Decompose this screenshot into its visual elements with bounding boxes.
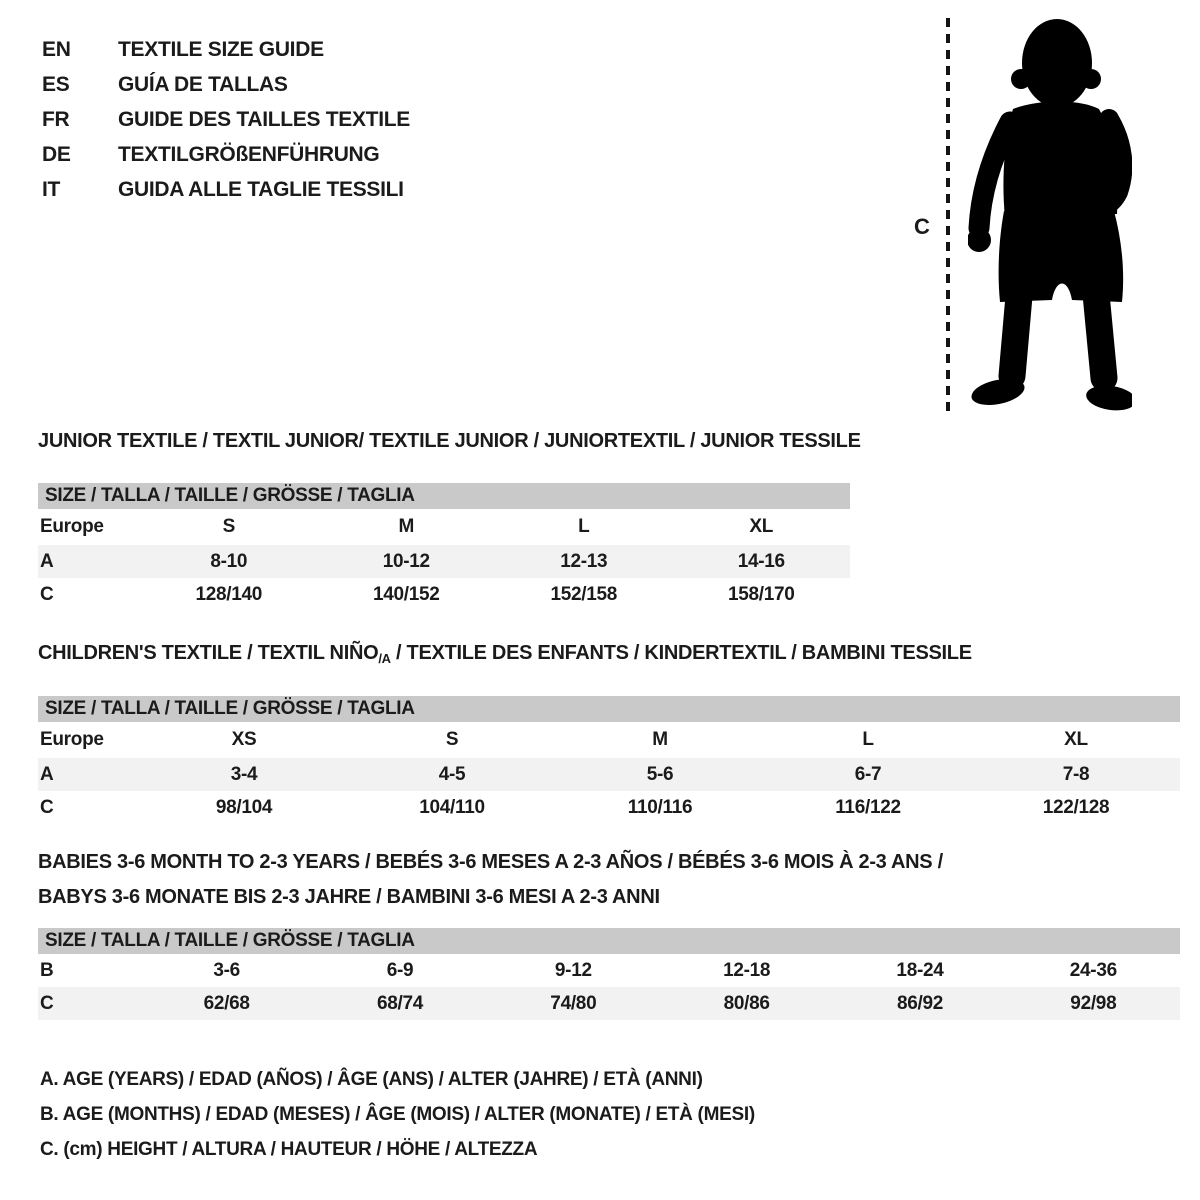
table-cell: 14-16 — [737, 550, 785, 572]
table-cell: 7-8 — [1062, 763, 1090, 785]
children-size-header-bar: SIZE / TALLA / TAILLE / GRÖSSE / TAGLIA — [38, 696, 1180, 722]
guide-title-fr: GUIDE DES TAILLES TEXTILE — [118, 108, 410, 131]
measure-c-label: C — [914, 214, 930, 239]
junior-size-header-bar: SIZE / TALLA / TAILLE / GRÖSSE / TAGLIA — [38, 483, 850, 509]
junior-age-row — [38, 545, 850, 578]
table-cell: 74/80 — [550, 992, 597, 1014]
legend-line-b: B. AGE (MONTHS) / EDAD (MESES) / ÂGE (MOIS) / ALTER (MONATE) / ETÀ (MESI) — [40, 1104, 755, 1125]
table-cell: 6-7 — [854, 763, 882, 785]
legend-line-c: C. (cm) HEIGHT / ALTURA / HAUTEUR / HÖHE / ALTEZZA — [40, 1139, 538, 1160]
table-cell: 6-9 — [386, 959, 414, 981]
size-column-label: M — [398, 516, 415, 537]
language-row-en — [42, 32, 410, 67]
row-label-a: A — [40, 550, 54, 572]
children-title-prefix: CHILDREN'S TEXTILE / TEXTIL NIÑO — [38, 642, 379, 664]
guide-title-en: TEXTILE SIZE GUIDE — [118, 38, 324, 61]
row-label-b: B — [40, 959, 54, 981]
size-column-label: M — [652, 729, 668, 750]
table-cell: 116/122 — [835, 796, 901, 818]
children-age-row — [38, 758, 1180, 791]
table-cell: 128/140 — [195, 583, 263, 605]
table-cell: 18-24 — [896, 959, 944, 981]
size-column-label: S — [222, 516, 235, 537]
table-cell: 80/86 — [723, 992, 770, 1014]
babies-size-table — [38, 954, 1180, 1020]
region-label: Europe — [40, 729, 104, 750]
babies-size-header-bar: SIZE / TALLA / TAILLE / GRÖSSE / TAGLIA — [38, 928, 1180, 954]
table-cell: 8-10 — [210, 550, 248, 572]
junior-section-title: JUNIOR TEXTILE / TEXTIL JUNIOR/ TEXTILE JUNIOR / JUNIORTEXTIL / JUNIOR TESSILE — [38, 430, 861, 452]
size-column-label: L — [578, 516, 590, 537]
language-title-list — [42, 32, 410, 207]
table-cell: 62/68 — [203, 992, 250, 1014]
table-cell: 3-6 — [213, 959, 240, 981]
language-code: FR — [42, 108, 70, 131]
language-row-de — [42, 137, 410, 172]
junior-height-row — [38, 578, 850, 611]
children-title-suffix: / TEXTILE DES ENFANTS / KINDERTEXTIL / BAMBINI TESSILE — [390, 642, 972, 664]
babies-title-line1: BABIES 3-6 MONTH TO 2-3 YEARS / BEBÉS 3-6 MESES A 2-3 AÑOS / BÉBÉS 3-6 MOIS À 2-3 ANS / — [38, 851, 943, 873]
language-row-es — [42, 67, 410, 102]
table-cell: 9-12 — [554, 959, 592, 981]
table-cell: 110/116 — [627, 796, 693, 818]
toddler-silhouette-icon — [968, 16, 1132, 418]
table-cell: 12-18 — [723, 959, 771, 981]
size-column-label: S — [445, 729, 459, 750]
guide-title-es: GUÍA DE TALLAS — [118, 73, 288, 96]
table-cell: 152/158 — [550, 583, 618, 605]
language-row-fr — [42, 102, 410, 137]
table-cell: 4-5 — [438, 763, 466, 785]
size-column-label: XL — [1064, 729, 1088, 750]
table-cell: 86/92 — [896, 992, 943, 1014]
babies-months-row — [38, 954, 1180, 987]
table-cell: 5-6 — [646, 763, 674, 785]
babies-height-row — [38, 987, 1180, 1020]
row-label-c: C — [40, 583, 54, 605]
language-code: ES — [42, 73, 70, 96]
table-cell: 12-13 — [560, 550, 608, 572]
height-measure-figure — [912, 14, 1152, 424]
children-title-subscript: /A — [378, 651, 391, 666]
legend-line-a: A. AGE (YEARS) / EDAD (AÑOS) / ÂGE (ANS) / ALTER (JAHRE) / ETÀ (ANNI) — [40, 1069, 703, 1090]
table-cell: 92/98 — [1070, 992, 1117, 1014]
row-label-a: A — [40, 763, 54, 785]
guide-title-de: TEXTILGRÖßENFÜHRUNG — [118, 143, 380, 166]
table-cell: 140/152 — [372, 583, 440, 605]
table-cell: 98/104 — [215, 796, 273, 818]
babies-section-title — [38, 845, 1180, 915]
junior-column-header-row — [38, 509, 850, 545]
babies-textile-section — [38, 845, 1180, 1020]
children-column-header-row — [38, 722, 1180, 758]
measurement-legend — [40, 1062, 755, 1167]
babies-title-line2: BABYS 3-6 MONATE BIS 2-3 JAHRE / BAMBINI 3-6 MESI A 2-3 ANNI — [38, 886, 660, 908]
size-column-label: XS — [231, 729, 257, 750]
children-section-title — [38, 642, 1180, 670]
size-column-label: L — [862, 729, 874, 750]
row-label-c: C — [40, 796, 54, 818]
table-cell: 24-36 — [1069, 959, 1117, 981]
junior-size-table — [38, 509, 850, 611]
language-code: DE — [42, 143, 71, 166]
height-dashed-line — [946, 18, 950, 418]
table-cell: 3-4 — [230, 763, 258, 785]
row-label-c: C — [40, 992, 54, 1014]
children-textile-section — [38, 642, 1180, 824]
table-cell: 10-12 — [382, 550, 430, 572]
table-cell: 122/128 — [1042, 796, 1110, 818]
table-cell: 104/110 — [419, 796, 485, 818]
language-code: IT — [42, 178, 61, 201]
size-column-label: XL — [749, 516, 774, 537]
children-size-table — [38, 722, 1180, 824]
region-label: Europe — [40, 516, 104, 537]
language-row-it — [42, 172, 410, 207]
children-height-row — [38, 791, 1180, 824]
table-cell: 158/170 — [727, 583, 795, 605]
junior-textile-section — [38, 430, 861, 611]
guide-title-it: GUIDA ALLE TAGLIE TESSILI — [118, 178, 404, 201]
language-code: EN — [42, 38, 71, 61]
table-cell: 68/74 — [376, 992, 424, 1014]
